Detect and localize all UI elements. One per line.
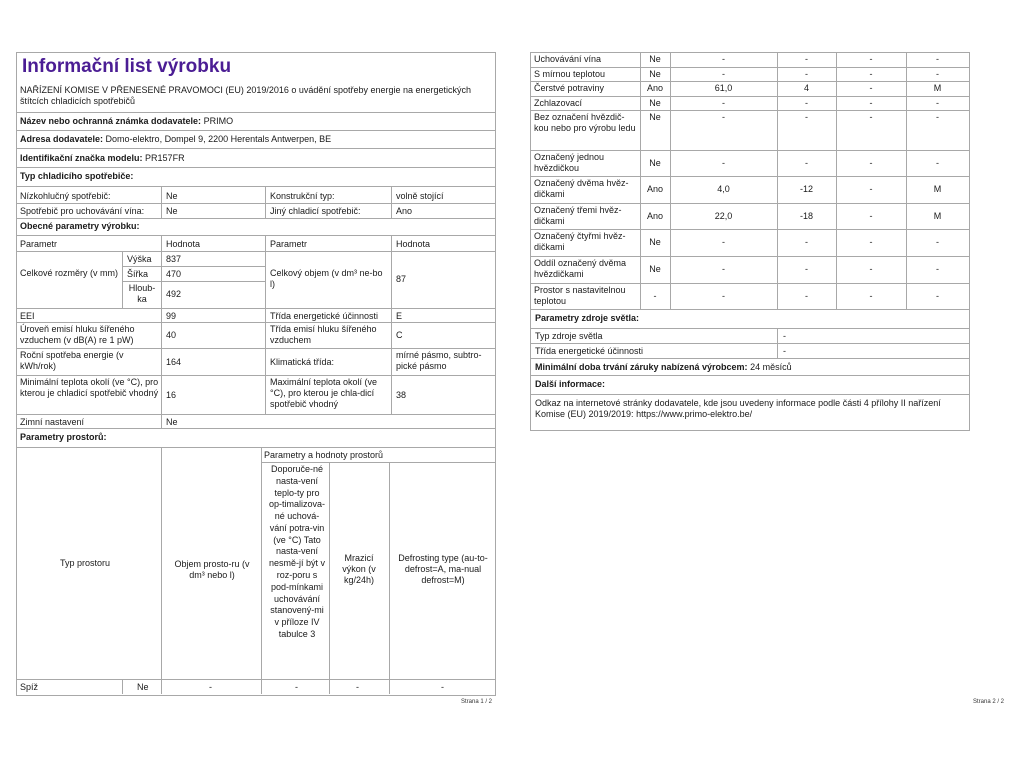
compartment-freezing-capacity: - — [869, 211, 873, 221]
divider — [17, 308, 495, 309]
pantry-freeze: - — [356, 682, 359, 692]
compartment-volume: 22,0 — [714, 211, 733, 221]
overall-dimensions-label: Celkové rozměry (v mm) — [20, 268, 119, 278]
compartment-freezing-capacity: - — [869, 184, 873, 194]
energy-class-label: Třída energetické účinnosti — [270, 311, 379, 321]
wine-storage-value: Ne — [166, 206, 178, 216]
divider — [265, 186, 266, 218]
eei-value: 99 — [166, 311, 177, 321]
other-refrigerating-value: Ano — [396, 206, 413, 216]
compartment-freezing-capacity: - — [869, 83, 873, 93]
pantry-present: Ne — [137, 682, 149, 692]
divider — [17, 130, 495, 131]
divider — [777, 328, 778, 358]
divider — [17, 428, 495, 429]
compartment-temperature: - — [805, 112, 808, 122]
compartment-volume: - — [722, 54, 725, 64]
value-header: Hodnota — [396, 239, 431, 249]
compartment-defrosting-type: - — [936, 112, 939, 122]
compartment-defrosting-type: - — [936, 98, 939, 108]
page-number: Strana 1 / 2 — [461, 699, 493, 705]
compartment-temperature: - — [805, 54, 808, 64]
divider — [329, 462, 330, 694]
divider — [265, 235, 266, 414]
divider — [161, 235, 162, 428]
wine-storage-label: Spotřebič pro uchovávání vína: — [20, 206, 145, 216]
total-volume-value: 87 — [396, 274, 407, 284]
divider — [531, 229, 969, 230]
compartment-type: Zchlazovací — [534, 98, 583, 108]
compartment-present: Ne — [649, 54, 661, 64]
divider — [261, 447, 262, 694]
noise-level-label: Úroveň emisí hluku šířeného vzduchem (v dB(A) re 1 pW) — [20, 324, 135, 345]
compartment-present: Ne — [649, 237, 661, 247]
compartment-freezing-capacity: - — [869, 54, 873, 64]
divider — [531, 110, 969, 111]
compartment-type: Označený jednou hvězdičkou — [534, 152, 605, 173]
divider — [17, 447, 495, 448]
compartment-defrosting-type: M — [933, 184, 942, 194]
divider — [122, 251, 123, 308]
pantry-temp: - — [295, 682, 298, 692]
compartment-params-heading: Parametry prostorů: — [20, 432, 107, 442]
min-ambient-temp-value: 16 — [166, 390, 177, 400]
divider — [531, 283, 969, 284]
compartment-temperature: - — [805, 69, 808, 79]
compartment-temperature: - — [805, 291, 808, 301]
divider — [531, 67, 969, 68]
compartment-present: Ne — [649, 158, 661, 168]
divider — [531, 343, 969, 344]
compartment-freezing-capacity: - — [869, 291, 873, 301]
compartment-freezing-capacity: - — [869, 264, 873, 274]
divider — [17, 322, 495, 323]
compartment-temperature: -12 — [799, 184, 813, 194]
divider — [531, 358, 969, 359]
compartment-type: Označený dvěma hvěz-dičkami — [534, 178, 629, 199]
compartment-present: Ne — [649, 98, 661, 108]
compartment-type: S mírnou teplotou — [534, 69, 606, 79]
defrosting-type-header: Defrosting type (au-to-defrost=A, ma-nual defrost=M) — [398, 553, 488, 585]
design-type-value: volně stojící — [396, 191, 444, 201]
pantry-type: Spíž — [20, 682, 39, 692]
divider — [531, 309, 969, 310]
total-volume-label: Celkový objem (v dm³ ne-bo l) — [270, 268, 383, 289]
compartment-volume: - — [722, 69, 725, 79]
param-header: Parametr — [20, 239, 58, 249]
max-ambient-temp-label: Maximální teplota okolí (ve °C), pro kterou je chla-dicí spotřebič vhodný — [270, 377, 378, 409]
compartment-defrosting-type: - — [936, 69, 939, 79]
general-params-heading: Obecné parametry výrobku: — [20, 221, 140, 231]
divider — [531, 96, 969, 97]
low-noise-value: Ne — [166, 191, 178, 201]
compartment-present: Ne — [649, 112, 661, 122]
freezing-capacity-header: Mrazicí výkon (v kg/24h) — [342, 553, 376, 585]
model-identifier: Identifikační značka modelu: PR157FR — [20, 153, 185, 163]
compartment-type: Bez označení hvězdič-kou nebo pro výrobu ledu — [534, 112, 636, 133]
compartment-present: Ano — [646, 211, 663, 221]
light-source-heading: Parametry zdroje světla: — [535, 313, 640, 323]
winter-setting-value: Ne — [166, 417, 178, 427]
compartment-freezing-capacity: - — [869, 69, 873, 79]
divider — [391, 186, 392, 218]
height-label: Výška — [127, 254, 152, 264]
divider — [261, 462, 495, 463]
compartment-present: Ne — [649, 264, 661, 274]
compartment-values-header: Parametry a hodnoty prostorů — [264, 450, 384, 460]
divider — [531, 375, 969, 376]
divider — [391, 235, 392, 414]
compartment-defrosting-type: - — [936, 264, 939, 274]
additional-info-heading: Další informace: — [535, 379, 606, 389]
compartment-present: Ano — [646, 184, 663, 194]
height-value: 837 — [166, 254, 182, 264]
compartment-type: Oddíl označený dvěma hvězdičkami — [534, 258, 627, 279]
divider — [17, 218, 495, 219]
compartment-freezing-capacity: - — [869, 237, 873, 247]
annual-energy-value: 164 — [166, 357, 182, 367]
divider — [161, 447, 162, 694]
divider — [122, 266, 265, 267]
climate-class-value: mírné pásmo, subtro-pické pásmo — [396, 350, 482, 371]
divider — [531, 81, 969, 82]
compartment-temperature: 4 — [803, 83, 809, 93]
min-ambient-temp-label: Minimální teplota okolí (ve °C), pro kterou je chladicí spotřebič vhodný — [20, 377, 159, 398]
divider — [906, 52, 907, 309]
additional-info-text: Odkaz na internetové stránky dodavatele, kde jsou uvedeny informace podle části 4 přílohy II nařízení Komise (EU) 2019/2019: https://www.primo-elektro.be/ — [535, 398, 941, 419]
compartment-present: Ano — [646, 83, 663, 93]
annual-energy-label: Roční spotřeba energie (v kWh/rok) — [20, 350, 124, 371]
divider — [531, 176, 969, 177]
max-ambient-temp-value: 38 — [396, 390, 407, 400]
value-header: Hodnota — [166, 239, 201, 249]
depth-label: Hloub-ka — [128, 283, 156, 304]
design-type-label: Konstrukční typ: — [270, 191, 335, 201]
page-number: Strana 2 / 2 — [973, 699, 1005, 705]
divider — [17, 348, 495, 349]
regulation-text: NAŘÍZENÍ KOMISE V PŘENESENÉ PRAVOMOCI (EU) 2019/2016 o uvádění spotřeby energie na energetických štítcích chladicích spotřebičů — [20, 85, 472, 106]
compartment-defrosting-type: - — [936, 158, 939, 168]
light-source-type-value: - — [783, 331, 786, 341]
divider — [17, 186, 495, 187]
compartment-defrosting-type: M — [933, 211, 942, 221]
compartment-defrosting-type: - — [936, 237, 939, 247]
divider — [17, 251, 495, 252]
energy-class-value: E — [396, 311, 403, 321]
divider — [531, 150, 969, 151]
pantry-volume: - — [209, 682, 212, 692]
appliance-type-heading: Typ chladicího spotřebiče: — [20, 171, 134, 181]
compartment-volume: 4,0 — [717, 184, 730, 194]
compartment-volume: - — [722, 291, 725, 301]
divider — [531, 203, 969, 204]
compartment-type-header: Typ prostoru — [60, 558, 111, 568]
compartment-present: - — [653, 291, 657, 301]
compartment-type: Označený třemi hvěz-dičkami — [534, 205, 622, 226]
divider — [389, 462, 390, 694]
compartment-volume: - — [722, 158, 725, 168]
compartment-volume: - — [722, 264, 725, 274]
compartment-defrosting-type: - — [936, 54, 939, 64]
supplier-name: Název nebo ochranná známka dodavatele: PRIMO — [20, 116, 234, 126]
light-energy-class-label: Třída energetické účinnosti — [535, 346, 644, 356]
divider — [670, 52, 671, 309]
compartment-type: Označený čtyřmi hvěz-dičkami — [534, 231, 626, 252]
divider — [122, 281, 265, 282]
divider — [531, 394, 969, 395]
divider — [777, 52, 778, 309]
width-label: Šířka — [127, 269, 149, 279]
divider — [17, 148, 495, 149]
param-header: Parametr — [270, 239, 308, 249]
compartment-defrosting-type: - — [936, 291, 939, 301]
noise-class-value: C — [396, 330, 403, 340]
divider — [161, 186, 162, 218]
compartment-volume-header: Objem prosto-ru (v dm³ nebo l) — [174, 559, 250, 580]
climate-class-label: Klimatická třída: — [270, 357, 335, 367]
compartment-temperature: - — [805, 98, 808, 108]
eei-label: EEI — [20, 311, 35, 321]
noise-class-label: Třída emisí hluku šířeného vzduchem — [270, 324, 377, 345]
divider — [640, 52, 641, 309]
compartment-temperature: - — [805, 264, 808, 274]
compartment-volume: - — [722, 98, 725, 108]
compartment-freezing-capacity: - — [869, 112, 873, 122]
compartment-freezing-capacity: - — [869, 98, 873, 108]
compartment-volume: - — [722, 112, 725, 122]
low-noise-label: Nízkohlučný spotřebič: — [20, 191, 111, 201]
winter-setting-label: Zimní nastavení — [20, 417, 85, 427]
divider — [17, 235, 495, 236]
compartment-type: Uchovávání vína — [534, 54, 602, 64]
compartment-temperature: -18 — [799, 211, 813, 221]
width-value: 470 — [166, 269, 182, 279]
page-title: Informační list výrobku — [22, 56, 232, 77]
compartment-volume: 61,0 — [714, 83, 733, 93]
compartment-type: Prostor s nastavitelnou teplotou — [534, 285, 626, 306]
divider — [17, 375, 495, 376]
pantry-defrost: - — [441, 682, 444, 692]
divider — [17, 167, 495, 168]
divider — [17, 679, 495, 680]
compartment-defrosting-type: M — [933, 83, 942, 93]
divider — [17, 203, 495, 204]
divider — [122, 679, 123, 694]
divider — [17, 112, 495, 113]
compartment-present: Ne — [649, 69, 661, 79]
divider — [531, 256, 969, 257]
divider — [531, 328, 969, 329]
divider — [836, 52, 837, 309]
compartment-freezing-capacity: - — [869, 158, 873, 168]
depth-value: 492 — [166, 289, 182, 299]
compartment-volume: - — [722, 237, 725, 247]
light-source-type-label: Typ zdroje světla — [535, 331, 603, 341]
supplier-website-link[interactable]: https://www.primo-elektro.be/ — [636, 408, 753, 419]
divider — [17, 414, 495, 415]
warranty: Minimální doba trvání záruky nabízená výrobcem: 24 měsíců — [535, 362, 792, 372]
compartment-temperature: - — [805, 237, 808, 247]
other-refrigerating-label: Jiný chladicí spotřebič: — [270, 206, 361, 216]
noise-level-value: 40 — [166, 330, 177, 340]
light-energy-class-value: - — [783, 346, 786, 356]
supplier-address: Adresa dodavatele: Domo-elektro, Dompel 9, 2200 Herentals Antwerpen, BE — [20, 134, 332, 144]
recommended-temp-header: Doporuče-né nasta-vení teplo-ty pro op-timalizova-né uchová-vání potra-vin (ve °C) Tato nasta-vení nesmě-jí být v roz-poru s pod-mínkami uchovávání stanovený-mi v příloze IV tabulce 3 — [268, 464, 326, 639]
compartment-type: Čerstvé potraviny — [534, 83, 605, 93]
compartment-temperature: - — [805, 158, 808, 168]
